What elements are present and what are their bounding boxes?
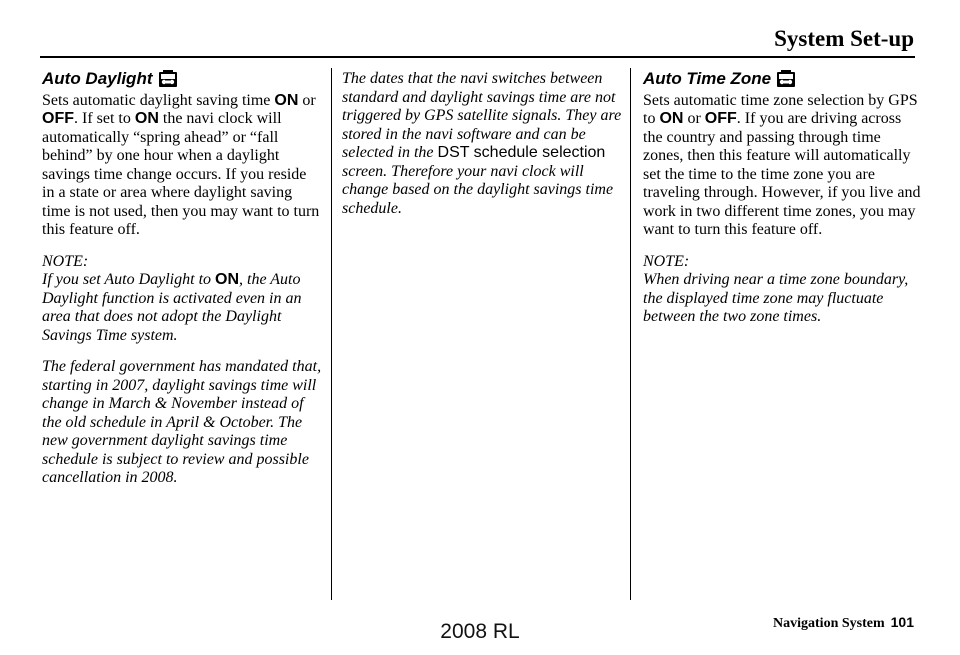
paragraph (42, 92, 322, 240)
section-heading-text: Auto Daylight (42, 69, 153, 88)
text: the navi clock will automatically “spring ahead” or “fall behind” by one hour when a daylight savings time change occurs. If you reside in a state or area where daylight saving time is not used, then you may want to turn this feature off. (42, 110, 320, 238)
text: or (302, 91, 316, 109)
text: or (683, 110, 705, 127)
text: . If set to (74, 110, 135, 127)
keyword-on: ON (274, 91, 299, 109)
text: screen. Therefore your navi clock will change based on the daylight savings time schedule. (342, 162, 614, 217)
footer-label: Navigation System (773, 616, 885, 631)
watermark: 2008 RL (440, 620, 520, 643)
note-label: NOTE: (42, 252, 89, 270)
paragraph (643, 92, 923, 240)
page-number: 101 (890, 614, 914, 630)
text: The dates that the navi switches between standard and daylight savings time are not triggered by GPS satellite signals. They are stored in the navi software and can be selected in the (342, 70, 622, 161)
keyword-off: OFF (704, 110, 737, 127)
voice-command-icon (776, 70, 796, 88)
paragraph (342, 70, 622, 218)
column-divider (630, 68, 631, 600)
column-auto-daylight (42, 70, 322, 501)
keyword-on: ON (215, 271, 240, 288)
paragraph: The federal government has mandated that, starting in 2007, daylight savings time will change in March & November instead of the old schedule in April & October. The new government daylight savings time schedule is subject to review and possible cancellation in 2008. (42, 358, 322, 486)
text: If you set Auto Daylight to (42, 271, 216, 288)
column-dst-note (342, 70, 622, 231)
page-title: System Set-up (774, 26, 914, 51)
text: Sets automatic daylight saving time (42, 91, 275, 109)
section-heading (643, 70, 923, 89)
text: Sets automatic time zone selection by GPS to (643, 91, 918, 127)
voice-command-icon (158, 70, 178, 88)
text: , the Auto Daylight function is activated even in an area that does not adopt the Daylight Savings Time system. (42, 271, 302, 344)
keyword-off: OFF (42, 110, 74, 127)
column-auto-time-zone (643, 70, 923, 340)
keyword-on: ON (134, 110, 159, 127)
keyword-on: ON (659, 110, 684, 127)
screen-name: DST schedule selection (437, 144, 606, 161)
section-heading-text: Auto Time Zone (643, 69, 772, 88)
note-label: NOTE: (643, 252, 690, 270)
header-rule (40, 56, 915, 58)
note-text: When driving near a time zone boundary, the displayed time zone may fluctuate between the two zone times. (643, 271, 909, 325)
text: . If you are driving across the country and passing through time zones, then this feature will automatically set the time to the time zone you are traveling through. However, if you live and work in two different time zones, you may want to turn this feature off. (643, 110, 921, 238)
section-heading (42, 70, 322, 89)
column-divider (331, 68, 332, 600)
note-text (42, 271, 322, 345)
